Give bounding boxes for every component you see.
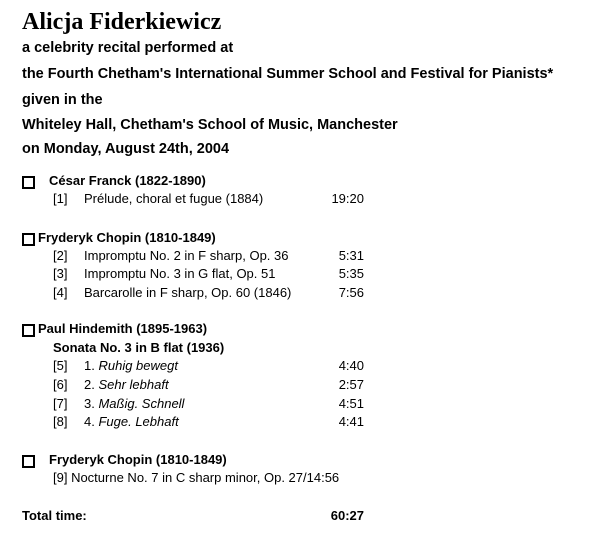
track-time: 5:31 [338,248,364,263]
intro-line-2: the Fourth Chetham's International Summer School and Festival for Pianists* [22,66,554,82]
composer-chopin: Fryderyk Chopin (1810-1849) [38,230,216,245]
track-number: [5] [53,358,68,373]
track-title [84,414,179,430]
track-title [84,377,169,393]
track-number: [6] [53,377,68,392]
track-time: 7:56 [338,285,364,300]
track-number: [2] [53,248,68,263]
track-title: Barcarolle in F sharp, Op. 60 (1846) [84,285,292,300]
movement-title: Maßig. Schnell [98,396,185,411]
artist-name: Alicja Fiderkiewicz [22,9,222,35]
track-time: 19:20 [331,191,364,206]
track-number: [1] [53,191,68,206]
checkbox-icon [22,176,35,189]
track-time: 4:41 [338,414,364,429]
movement-title: Fuge. Lebhaft [98,414,179,429]
track-number: [7] [53,396,68,411]
track-number: [8] [53,414,68,429]
composer-hindemith: Paul Hindemith (1895-1963) [38,321,208,336]
intro-line-1: a celebrity recital performed at [22,40,234,56]
checkbox-icon [22,324,35,337]
track-line: [9] Nocturne No. 7 in C sharp minor, Op. 27/14:56 [53,470,340,485]
intro-line-3: given in the [22,92,103,108]
intro-line-5: on Monday, August 24th, 2004 [22,141,230,157]
track-time: 5:35 [338,266,364,281]
composer-franck: César Franck (1822-1890) [49,173,206,188]
movement-number: 4. [84,414,99,429]
movement-number: 3. [84,396,99,411]
track-time: 4:40 [338,358,364,373]
movement-number: 2. [84,377,99,392]
work-title: Sonata No. 3 in B flat (1936) [53,340,225,355]
track-title [84,396,184,412]
track-number: [4] [53,285,68,300]
total-value: 60:27 [330,508,364,523]
checkbox-icon [22,233,35,246]
intro-line-4: Whiteley Hall, Chetham's School of Music, Manchester [22,117,398,133]
movement-title: Ruhig bewegt [98,358,178,373]
movement-number: 1. [84,358,99,373]
total-label: Total time: [22,508,87,523]
track-number: [3] [53,266,68,281]
composer-chopin-2: Fryderyk Chopin (1810-1849) [49,452,227,467]
track-title: Prélude, choral et fugue (1884) [84,191,264,206]
track-time: 2:57 [338,377,364,392]
track-time: 4:51 [338,396,364,411]
checkbox-icon [22,455,35,468]
track-title [84,358,178,374]
track-title: Impromptu No. 3 in G flat, Op. 51 [84,266,276,281]
movement-title: Sehr lebhaft [98,377,169,392]
track-title: Impromptu No. 2 in F sharp, Op. 36 [84,248,289,263]
